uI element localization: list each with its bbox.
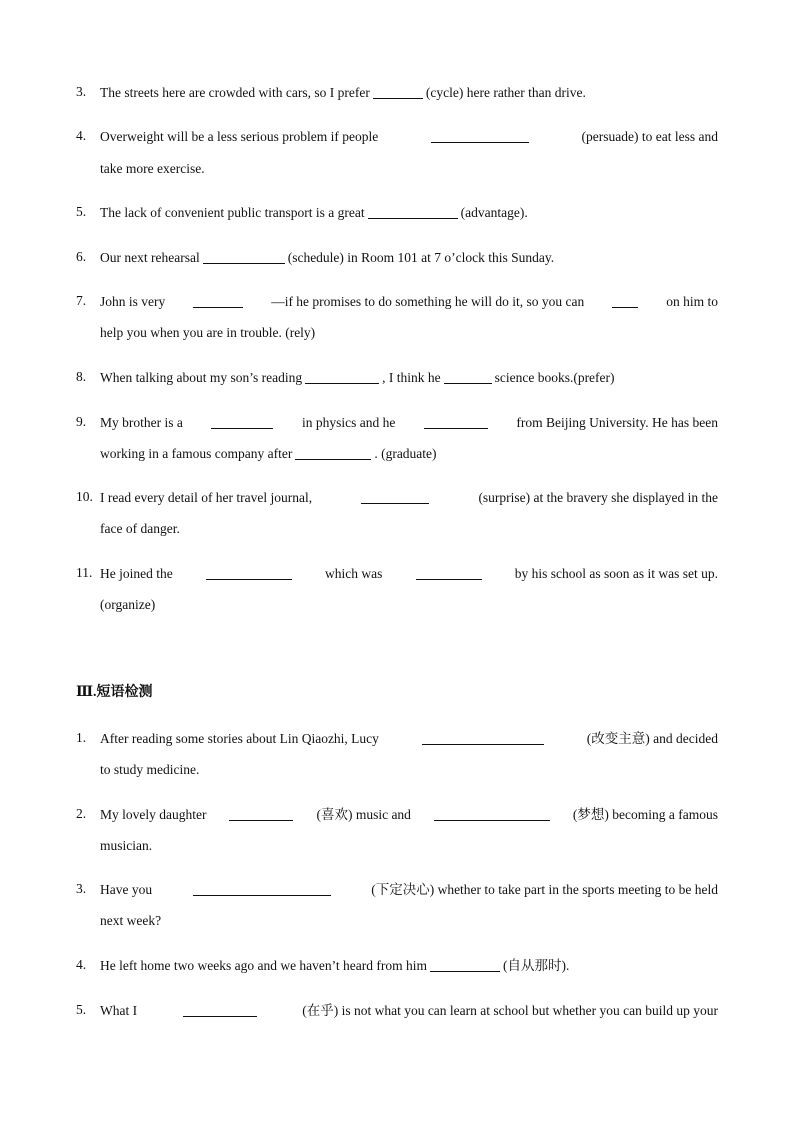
question-number: 1. [76,730,87,745]
question-line [100,761,199,779]
question-text: (persuade) to eat less and [581,129,718,144]
question-text: on him to [666,294,718,309]
question-text: (surprise) at the bravery she displayed in the [478,490,718,505]
question-line [100,369,615,387]
question-text: My lovely daughter [100,807,207,822]
answer-blank[interactable] [206,565,292,580]
question-line [100,730,718,748]
answer-blank[interactable] [434,806,550,821]
question-text: My brother is a [100,415,183,430]
question-number: 7. [76,293,87,308]
answer-blank[interactable] [612,293,638,308]
question-text: science books.(prefer) [494,370,615,385]
question-text: He left home two weeks ago and we haven’t heard from him [100,958,428,973]
question-line [100,1002,718,1020]
question-number: 11. [76,565,93,580]
question-number: 3. [76,881,87,896]
question-text: John is very [100,294,166,309]
question-text: (advantage). [460,205,528,220]
question-text: Have you [100,882,153,897]
question-text: Our next rehearsal [100,250,200,265]
question-line [100,160,205,178]
question-text: The streets here are crowded with cars, so I prefer [100,85,370,100]
question-line [100,84,586,102]
question-line [100,414,718,432]
question-text: (喜欢) music and [316,807,411,822]
question-number: 5. [76,204,87,219]
question-line [100,520,180,538]
answer-blank[interactable] [193,881,331,896]
answer-blank[interactable] [430,957,500,972]
question-text: I read every detail of her travel journal, [100,490,313,505]
answer-blank[interactable] [183,1002,257,1017]
question-line [100,596,155,614]
question-text: (梦想) becoming a famous [572,807,718,822]
answer-blank[interactable] [229,806,293,821]
question-line [100,837,152,855]
question-line [100,204,528,222]
answer-blank[interactable] [424,414,488,429]
answer-blank[interactable] [295,445,371,460]
question-line [100,912,161,930]
question-text: (下定决心) whether to take part in the sports meeting to be held [371,882,718,897]
answer-blank[interactable] [193,293,243,308]
question-text: to study medicine. [100,762,200,777]
question-text: —if he promises to do something he will do it, so you can [271,294,585,309]
question-line [100,249,554,267]
question-text: When talking about my son’s reading [100,370,303,385]
question-text: He joined the [100,566,173,581]
question-line [100,957,569,975]
question-text: in physics and he [301,415,396,430]
question-line [100,128,718,146]
answer-blank[interactable] [211,414,273,429]
question-line [100,489,718,507]
answer-blank[interactable] [422,730,544,745]
question-text: After reading some stories about Lin Qiaozhi, Lucy [100,731,379,746]
question-text: (schedule) in Room 101 at 7 o’clock this Sunday. [287,250,555,265]
question-text: by his school as soon as it was set up. [514,566,718,581]
question-line [100,324,315,342]
question-text: Overweight will be a less serious problem if people [100,129,379,144]
question-text: (organize) [100,597,156,612]
question-number: 4. [76,957,87,972]
answer-blank[interactable] [373,84,423,99]
question-number: 9. [76,414,87,429]
question-text: (改变主意) and decided [586,731,718,746]
answer-blank[interactable] [203,249,285,264]
answer-blank[interactable] [361,489,429,504]
question-line [100,806,718,824]
question-text: help you when you are in trouble. (rely) [100,325,316,340]
question-text: The lack of convenient public transport is a great [100,205,365,220]
question-text: working in a famous company after [100,446,293,461]
answer-blank[interactable] [305,369,379,384]
question-number: 10. [76,489,93,504]
question-number: 5. [76,1002,87,1017]
question-text: What I [100,1003,138,1018]
section-heading: Ⅲ.短语检测 [76,685,153,700]
question-text: from Beijing University. He has been [516,415,718,430]
question-text: (自从那时). [503,958,570,973]
question-text: (cycle) here rather than drive. [425,85,586,100]
answer-blank[interactable] [368,204,458,219]
question-text: take more exercise. [100,161,205,176]
question-line [100,565,718,583]
question-number: 8. [76,369,87,384]
question-line [100,293,718,311]
question-text: face of danger. [100,521,180,536]
answer-blank[interactable] [431,128,529,143]
question-text: musician. [100,838,153,853]
answer-blank[interactable] [444,369,492,384]
question-text: which was [325,566,383,581]
question-number: 3. [76,84,87,99]
question-line [100,445,437,463]
question-text: . (graduate) [374,446,437,461]
question-number: 2. [76,806,87,821]
question-text: next week? [100,913,162,928]
question-number: 4. [76,128,87,143]
question-text: , I think he [382,370,441,385]
question-number: 6. [76,249,87,264]
question-line [100,881,718,899]
question-text: (在乎) is not what you can learn at school but whether you can build up your [302,1003,718,1018]
answer-blank[interactable] [416,565,482,580]
